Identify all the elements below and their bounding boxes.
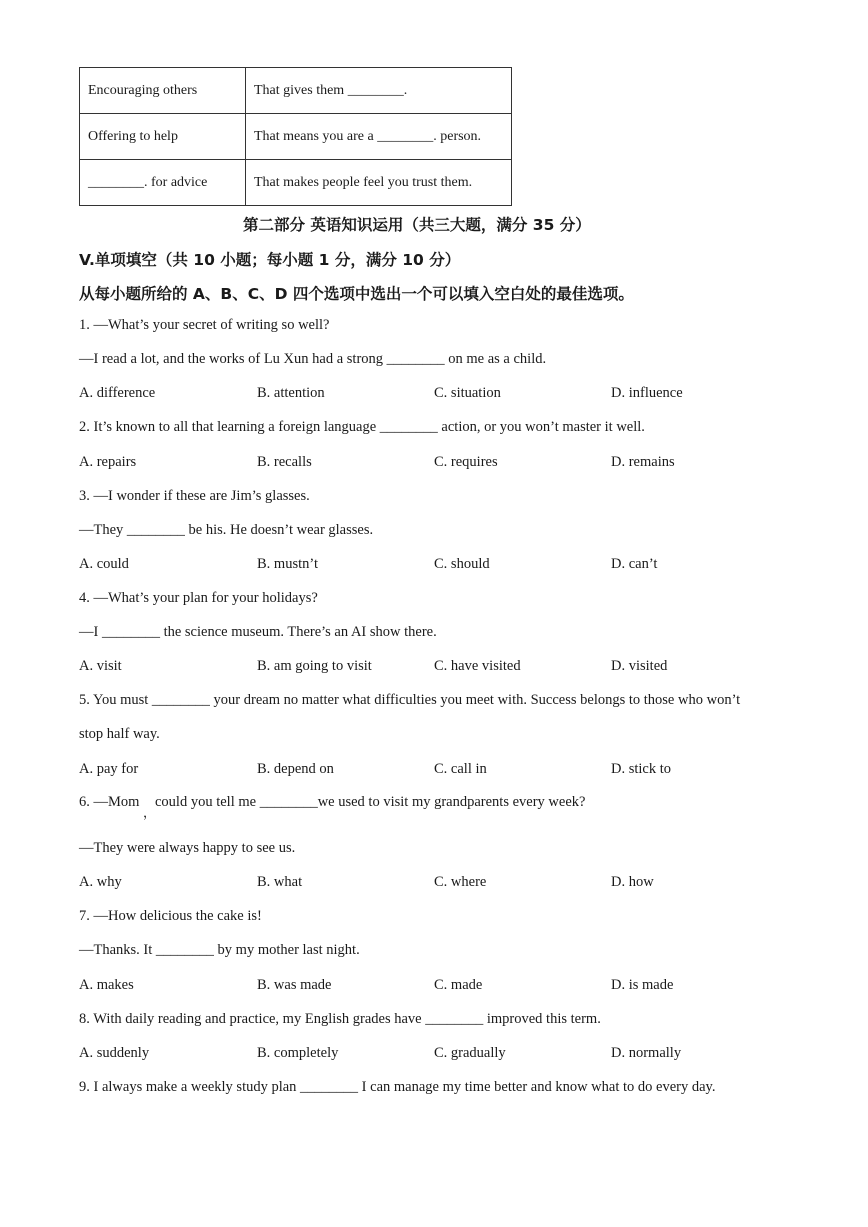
question-1-stem: 1. —What’s your secret of writing so well? bbox=[79, 317, 330, 333]
q6-option-c: C. where bbox=[434, 874, 487, 890]
q6-option-b: B. what bbox=[257, 874, 303, 890]
q4-option-c: C. have visited bbox=[434, 658, 521, 674]
q6-option-a: A. why bbox=[79, 874, 122, 890]
q5-option-d: D. stick to bbox=[611, 761, 672, 777]
question-7-stem: 7. —How delicious the cake is! bbox=[79, 908, 262, 924]
q4-option-d: D. visited bbox=[611, 658, 668, 674]
question-6-response: —They were always happy to see us. bbox=[79, 840, 296, 856]
question-4-stem: 4. —What’s your plan for your holidays? bbox=[79, 590, 318, 606]
section-title: V.单项填空（共 10 小题；每小题 1 分，满分 10 分） bbox=[79, 251, 461, 269]
question-2-stem: 2. It’s known to all that learning a foreign language ________ action, or you won’t master it well. bbox=[79, 419, 645, 435]
question-1-response: —I read a lot, and the works of Lu Xun had a strong ________ on me as a child. bbox=[79, 351, 547, 367]
question-4-response: —I ________ the science museum. There’s an AI show there. bbox=[79, 624, 437, 640]
question-5-stem-cont: stop half way. bbox=[79, 726, 160, 742]
q7-option-c: C. made bbox=[434, 977, 483, 993]
table-row bbox=[80, 114, 512, 160]
question-7-response: —Thanks. It ________ by my mother last night. bbox=[79, 942, 360, 958]
q2-option-a: A. repairs bbox=[79, 454, 137, 470]
q8-option-d: D. normally bbox=[611, 1045, 682, 1061]
q3-option-a: A. could bbox=[79, 556, 129, 572]
q5-option-b: B. depend on bbox=[257, 761, 334, 777]
table-cell: That gives them ________. bbox=[246, 68, 512, 114]
q1-option-c: C. situation bbox=[434, 385, 501, 401]
q2-option-c: C. requires bbox=[434, 454, 498, 470]
q7-option-d: D. is made bbox=[611, 977, 674, 993]
q8-option-b: B. completely bbox=[257, 1045, 339, 1061]
table-cell: Encouraging others bbox=[80, 68, 246, 114]
q8-option-a: A. suddenly bbox=[79, 1045, 150, 1061]
q6-comma: ， bbox=[143, 805, 157, 820]
phrase-table bbox=[79, 67, 512, 206]
table-cell: That makes people feel you trust them. bbox=[246, 160, 512, 206]
table-row bbox=[80, 68, 512, 114]
question-3-stem: 3. —I wonder if these are Jim’s glasses. bbox=[79, 488, 310, 504]
q2-option-d: D. remains bbox=[611, 454, 675, 470]
question-9-stem: 9. I always make a weekly study plan ________ I can manage my time better and know what to do every day. bbox=[79, 1079, 716, 1095]
q7-option-a: A. makes bbox=[79, 977, 134, 993]
table-cell: Offering to help bbox=[80, 114, 246, 160]
question-3-response: —They ________ be his. He doesn’t wear glasses. bbox=[79, 522, 374, 538]
table-cell: ________. for advice bbox=[80, 160, 246, 206]
q7-option-b: B. was made bbox=[257, 977, 332, 993]
q4-option-a: A. visit bbox=[79, 658, 122, 674]
instruction: 从每小题所给的 A、B、C、D 四个选项中选出一个可以填入空白处的最佳选项。 bbox=[79, 285, 634, 303]
q3-option-d: D. can’t bbox=[611, 556, 658, 572]
part-title: 第二部分 英语知识运用（共三大题，满分 35 分） bbox=[243, 216, 591, 234]
q3-option-c: C. should bbox=[434, 556, 490, 572]
table-row bbox=[80, 160, 512, 206]
q3-option-b: B. mustn’t bbox=[257, 556, 318, 572]
question-8-stem: 8. With daily reading and practice, my English grades have ________ improved this term. bbox=[79, 1011, 601, 1027]
q1-option-d: D. influence bbox=[611, 385, 683, 401]
q1-option-a: A. difference bbox=[79, 385, 156, 401]
q6-option-d: D. how bbox=[611, 874, 654, 890]
question-6-stem-start: 6. —Mom bbox=[79, 794, 140, 810]
q1-option-b: B. attention bbox=[257, 385, 325, 401]
q8-option-c: C. gradually bbox=[434, 1045, 506, 1061]
question-5-stem: 5. You must ________ your dream no matter what difficulties you meet with. Success belongs to those who won’t bbox=[79, 692, 741, 708]
q5-option-c: C. call in bbox=[434, 761, 487, 777]
q4-option-b: B. am going to visit bbox=[257, 658, 372, 674]
q5-option-a: A. pay for bbox=[79, 761, 139, 777]
question-6-stem: could you tell me ________we used to visit my grandparents every week? bbox=[155, 794, 586, 810]
q2-option-b: B. recalls bbox=[257, 454, 312, 470]
table-cell: That means you are a ________. person. bbox=[246, 114, 512, 160]
